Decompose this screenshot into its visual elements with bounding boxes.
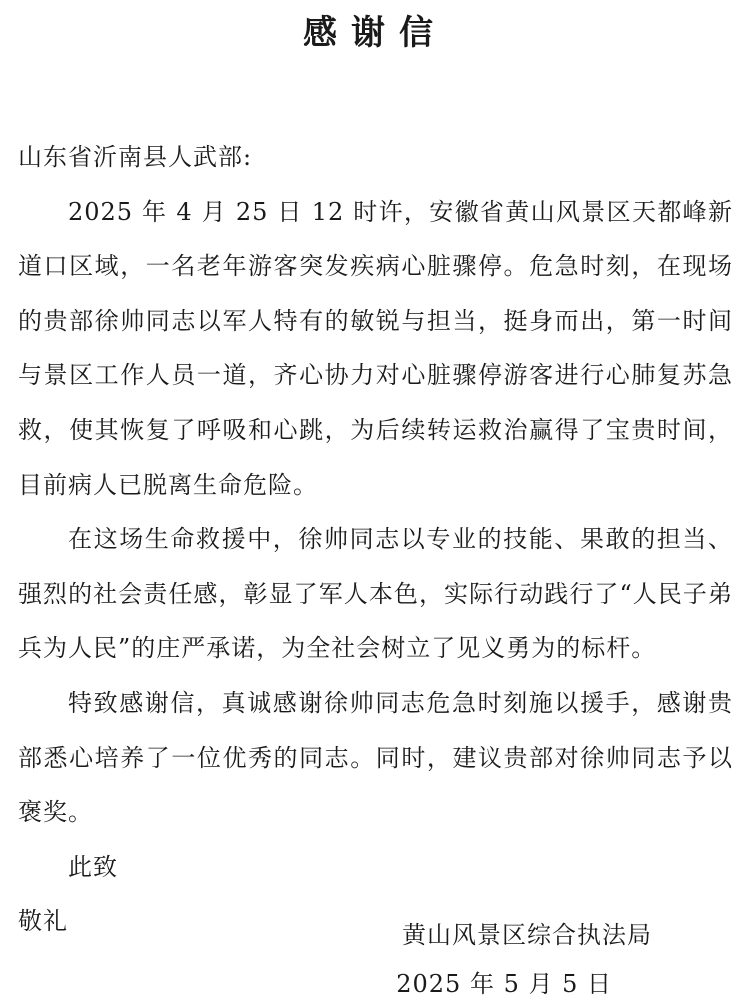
signature-date: 2025 年 5 月 5 日 (396, 970, 612, 998)
letter-title: 感谢信 (303, 13, 447, 53)
paragraph-incident: 2025 年 4 月 25 日 12 时许，安徽省黄山风景区天都峰新道口区域，一名老年游客突发疾病心脏骤停。危急时刻，在现场的贵部徐帅同志以军人特有的敏锐与担当，挺身而出，第一时间与景区工作人员一道，齐心协力对心脏骤停游客进行心肺复苏急救，使其恢复了呼吸和心跳，为后续转运救治赢得了宝贵时间，目前病人已脱离生命危险。 (18, 197, 733, 499)
paragraph-thanks: 特致感谢信，真诚感谢徐帅同志危急时刻施以援手，感谢贵部悉心培养了一位优秀的同志。同时，建议贵部对徐帅同志予以褒奖。 (18, 688, 733, 827)
salutation: 山东省沂南县人武部: (18, 143, 253, 171)
closing-greeting: 此致 (68, 852, 118, 881)
paragraph-praise: 在这场生命救援中，徐帅同志以专业的技能、果敢的担当、强烈的社会责任感，彰显了军人本色，实际行动践行了“人民子弟兵为人民”的庄严承诺，为全社会树立了见义勇为的标杆。 (18, 525, 733, 663)
signature-organization: 黄山风景区综合执法局 (402, 921, 652, 949)
closing-salute: 敬礼 (18, 907, 68, 936)
letter-body (18, 130, 733, 949)
